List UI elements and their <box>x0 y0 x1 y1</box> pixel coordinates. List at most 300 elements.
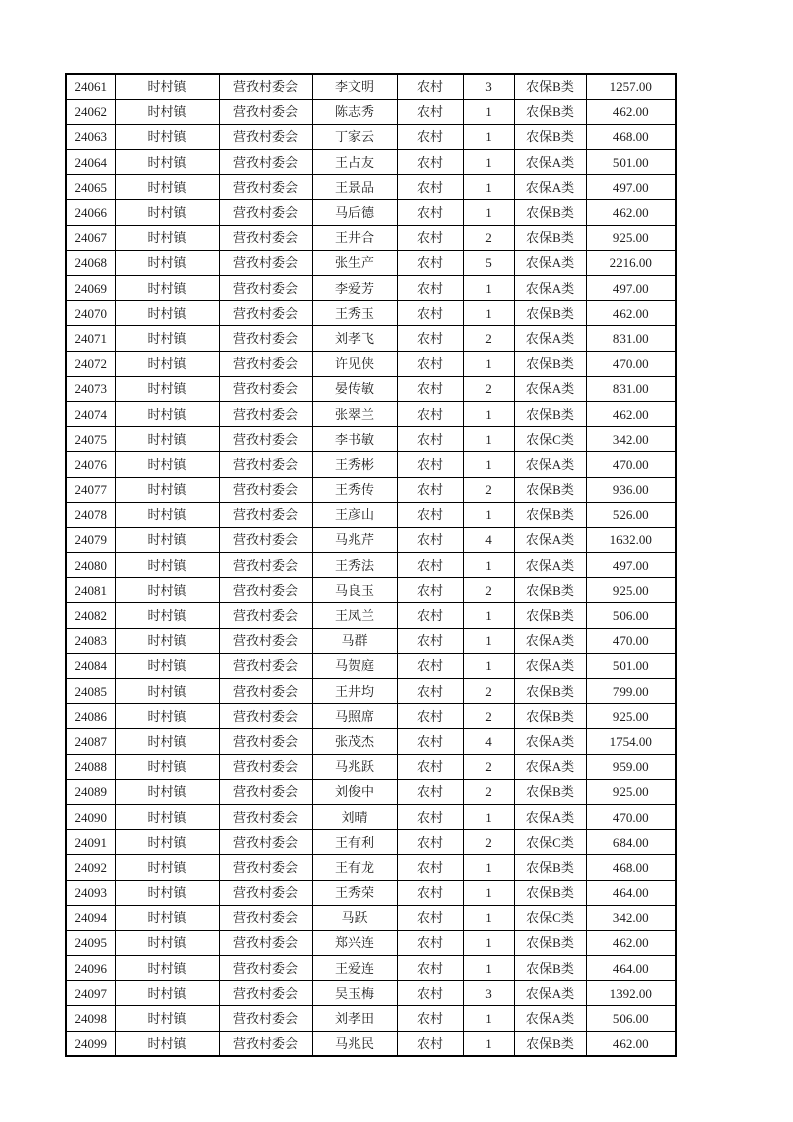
cell-id: 24089 <box>66 779 115 804</box>
cell-village: 营孜村委会 <box>219 1031 312 1056</box>
cell-amount: 462.00 <box>586 99 676 124</box>
cell-category: 农保A类 <box>514 628 586 653</box>
cell-id: 24084 <box>66 653 115 678</box>
cell-category: 农保C类 <box>514 427 586 452</box>
cell-name: 马贺庭 <box>312 653 397 678</box>
cell-village: 营孜村委会 <box>219 427 312 452</box>
cell-id: 24072 <box>66 351 115 376</box>
cell-village: 营孜村委会 <box>219 99 312 124</box>
cell-village: 营孜村委会 <box>219 930 312 955</box>
cell-name: 刘孝飞 <box>312 326 397 351</box>
table-row <box>66 427 676 452</box>
table-row <box>66 74 676 99</box>
cell-residence: 农村 <box>397 603 463 628</box>
cell-category: 农保B类 <box>514 477 586 502</box>
cell-village: 营孜村委会 <box>219 477 312 502</box>
cell-town: 时村镇 <box>115 225 219 250</box>
cell-amount: 497.00 <box>586 553 676 578</box>
table-row <box>66 981 676 1006</box>
cell-count: 1 <box>463 124 514 149</box>
table-row <box>66 452 676 477</box>
cell-residence: 农村 <box>397 628 463 653</box>
cell-category: 农保A类 <box>514 452 586 477</box>
cell-count: 1 <box>463 1006 514 1031</box>
cell-amount: 799.00 <box>586 679 676 704</box>
cell-village: 营孜村委会 <box>219 175 312 200</box>
cell-category: 农保B类 <box>514 74 586 99</box>
cell-name: 王彦山 <box>312 502 397 527</box>
cell-residence: 农村 <box>397 930 463 955</box>
table-row <box>66 830 676 855</box>
cell-count: 3 <box>463 981 514 1006</box>
table-row <box>66 527 676 552</box>
cell-category: 农保B类 <box>514 603 586 628</box>
table-row <box>66 905 676 930</box>
cell-town: 时村镇 <box>115 930 219 955</box>
cell-town: 时村镇 <box>115 150 219 175</box>
cell-village: 营孜村委会 <box>219 351 312 376</box>
cell-town: 时村镇 <box>115 175 219 200</box>
cell-count: 1 <box>463 804 514 829</box>
cell-category: 农保A类 <box>514 804 586 829</box>
cell-village: 营孜村委会 <box>219 830 312 855</box>
cell-residence: 农村 <box>397 653 463 678</box>
cell-count: 2 <box>463 830 514 855</box>
cell-town: 时村镇 <box>115 351 219 376</box>
cell-name: 刘俊中 <box>312 779 397 804</box>
cell-count: 2 <box>463 326 514 351</box>
cell-category: 农保B类 <box>514 351 586 376</box>
cell-town: 时村镇 <box>115 250 219 275</box>
cell-residence: 农村 <box>397 679 463 704</box>
cell-village: 营孜村委会 <box>219 276 312 301</box>
table-row <box>66 175 676 200</box>
cell-category: 农保C类 <box>514 830 586 855</box>
cell-name: 刘晴 <box>312 804 397 829</box>
cell-name: 马照席 <box>312 704 397 729</box>
table-row <box>66 1031 676 1056</box>
cell-category: 农保B类 <box>514 99 586 124</box>
table-row <box>66 150 676 175</box>
cell-count: 1 <box>463 653 514 678</box>
cell-count: 2 <box>463 225 514 250</box>
cell-town: 时村镇 <box>115 754 219 779</box>
table-row <box>66 704 676 729</box>
cell-amount: 925.00 <box>586 578 676 603</box>
cell-id: 24080 <box>66 553 115 578</box>
cell-name: 马跃 <box>312 905 397 930</box>
cell-count: 1 <box>463 628 514 653</box>
cell-amount: 506.00 <box>586 1006 676 1031</box>
cell-village: 营孜村委会 <box>219 804 312 829</box>
cell-residence: 农村 <box>397 250 463 275</box>
cell-amount: 470.00 <box>586 452 676 477</box>
cell-category: 农保A类 <box>514 653 586 678</box>
cell-town: 时村镇 <box>115 200 219 225</box>
cell-residence: 农村 <box>397 527 463 552</box>
cell-residence: 农村 <box>397 553 463 578</box>
cell-town: 时村镇 <box>115 124 219 149</box>
cell-count: 1 <box>463 150 514 175</box>
cell-amount: 462.00 <box>586 301 676 326</box>
cell-amount: 684.00 <box>586 830 676 855</box>
table-row <box>66 124 676 149</box>
cell-category: 农保A类 <box>514 150 586 175</box>
cell-name: 王凤兰 <box>312 603 397 628</box>
cell-id: 24062 <box>66 99 115 124</box>
table-row <box>66 301 676 326</box>
cell-town: 时村镇 <box>115 981 219 1006</box>
cell-residence: 农村 <box>397 99 463 124</box>
cell-id: 24081 <box>66 578 115 603</box>
cell-residence: 农村 <box>397 502 463 527</box>
cell-count: 1 <box>463 880 514 905</box>
cell-category: 农保A类 <box>514 981 586 1006</box>
cell-town: 时村镇 <box>115 376 219 401</box>
cell-id: 24095 <box>66 930 115 955</box>
cell-town: 时村镇 <box>115 855 219 880</box>
cell-amount: 526.00 <box>586 502 676 527</box>
cell-residence: 农村 <box>397 477 463 502</box>
cell-town: 时村镇 <box>115 477 219 502</box>
cell-name: 王秀法 <box>312 553 397 578</box>
cell-id: 24068 <box>66 250 115 275</box>
cell-category: 农保B类 <box>514 401 586 426</box>
cell-village: 营孜村委会 <box>219 729 312 754</box>
cell-id: 24075 <box>66 427 115 452</box>
cell-id: 24092 <box>66 855 115 880</box>
table-row <box>66 930 676 955</box>
cell-id: 24085 <box>66 679 115 704</box>
table-row <box>66 754 676 779</box>
cell-count: 2 <box>463 477 514 502</box>
table-row <box>66 351 676 376</box>
cell-town: 时村镇 <box>115 527 219 552</box>
cell-town: 时村镇 <box>115 653 219 678</box>
cell-village: 营孜村委会 <box>219 150 312 175</box>
cell-residence: 农村 <box>397 729 463 754</box>
cell-village: 营孜村委会 <box>219 74 312 99</box>
cell-residence: 农村 <box>397 981 463 1006</box>
cell-name: 马后德 <box>312 200 397 225</box>
cell-category: 农保B类 <box>514 301 586 326</box>
table-row <box>66 553 676 578</box>
cell-amount: 831.00 <box>586 326 676 351</box>
cell-residence: 农村 <box>397 200 463 225</box>
cell-category: 农保A类 <box>514 376 586 401</box>
cell-village: 营孜村委会 <box>219 452 312 477</box>
cell-amount: 468.00 <box>586 124 676 149</box>
cell-name: 丁家云 <box>312 124 397 149</box>
cell-name: 许见侠 <box>312 351 397 376</box>
cell-village: 营孜村委会 <box>219 250 312 275</box>
cell-category: 农保B类 <box>514 1031 586 1056</box>
cell-id: 24070 <box>66 301 115 326</box>
cell-name: 马良玉 <box>312 578 397 603</box>
table-row <box>66 729 676 754</box>
cell-count: 1 <box>463 175 514 200</box>
cell-name: 陈志秀 <box>312 99 397 124</box>
cell-amount: 462.00 <box>586 200 676 225</box>
cell-name: 王景品 <box>312 175 397 200</box>
cell-id: 24077 <box>66 477 115 502</box>
cell-count: 3 <box>463 74 514 99</box>
cell-count: 1 <box>463 603 514 628</box>
cell-count: 1 <box>463 502 514 527</box>
cell-town: 时村镇 <box>115 880 219 905</box>
cell-category: 农保A类 <box>514 553 586 578</box>
cell-village: 营孜村委会 <box>219 981 312 1006</box>
cell-town: 时村镇 <box>115 502 219 527</box>
cell-residence: 农村 <box>397 351 463 376</box>
cell-town: 时村镇 <box>115 804 219 829</box>
cell-category: 农保B类 <box>514 855 586 880</box>
cell-amount: 468.00 <box>586 855 676 880</box>
cell-name: 王秀荣 <box>312 880 397 905</box>
cell-residence: 农村 <box>397 855 463 880</box>
cell-category: 农保B类 <box>514 880 586 905</box>
cell-count: 2 <box>463 754 514 779</box>
cell-category: 农保A类 <box>514 175 586 200</box>
cell-amount: 470.00 <box>586 351 676 376</box>
cell-town: 时村镇 <box>115 452 219 477</box>
table-row <box>66 502 676 527</box>
cell-village: 营孜村委会 <box>219 200 312 225</box>
cell-count: 4 <box>463 527 514 552</box>
cell-village: 营孜村委会 <box>219 880 312 905</box>
cell-name: 王爱连 <box>312 956 397 981</box>
cell-count: 2 <box>463 376 514 401</box>
table-row <box>66 250 676 275</box>
cell-village: 营孜村委会 <box>219 1006 312 1031</box>
cell-name: 王井合 <box>312 225 397 250</box>
cell-residence: 农村 <box>397 225 463 250</box>
cell-name: 王井均 <box>312 679 397 704</box>
cell-town: 时村镇 <box>115 628 219 653</box>
cell-category: 农保B类 <box>514 679 586 704</box>
cell-category: 农保B类 <box>514 225 586 250</box>
cell-name: 李爱芳 <box>312 276 397 301</box>
cell-count: 1 <box>463 1031 514 1056</box>
cell-amount: 464.00 <box>586 880 676 905</box>
cell-village: 营孜村委会 <box>219 124 312 149</box>
table-row <box>66 200 676 225</box>
cell-town: 时村镇 <box>115 1031 219 1056</box>
cell-residence: 农村 <box>397 1031 463 1056</box>
cell-village: 营孜村委会 <box>219 905 312 930</box>
table-row <box>66 956 676 981</box>
cell-town: 时村镇 <box>115 830 219 855</box>
table-row <box>66 679 676 704</box>
cell-residence: 农村 <box>397 326 463 351</box>
cell-amount: 925.00 <box>586 704 676 729</box>
cell-id: 24074 <box>66 401 115 426</box>
cell-village: 营孜村委会 <box>219 679 312 704</box>
cell-name: 李书敏 <box>312 427 397 452</box>
cell-count: 1 <box>463 276 514 301</box>
cell-town: 时村镇 <box>115 578 219 603</box>
cell-id: 24088 <box>66 754 115 779</box>
cell-village: 营孜村委会 <box>219 956 312 981</box>
pension-table <box>65 73 677 1057</box>
cell-id: 24079 <box>66 527 115 552</box>
table-row <box>66 855 676 880</box>
cell-category: 农保B类 <box>514 200 586 225</box>
cell-amount: 959.00 <box>586 754 676 779</box>
cell-category: 农保B类 <box>514 704 586 729</box>
cell-name: 吴玉梅 <box>312 981 397 1006</box>
cell-residence: 农村 <box>397 905 463 930</box>
pension-table-body <box>66 74 676 1056</box>
cell-name: 张翠兰 <box>312 401 397 426</box>
table-row <box>66 1006 676 1031</box>
cell-name: 马群 <box>312 628 397 653</box>
cell-town: 时村镇 <box>115 905 219 930</box>
cell-count: 1 <box>463 351 514 376</box>
cell-village: 营孜村委会 <box>219 301 312 326</box>
table-row <box>66 628 676 653</box>
cell-id: 24065 <box>66 175 115 200</box>
cell-count: 1 <box>463 905 514 930</box>
cell-count: 2 <box>463 704 514 729</box>
cell-residence: 农村 <box>397 804 463 829</box>
cell-village: 营孜村委会 <box>219 855 312 880</box>
cell-id: 24091 <box>66 830 115 855</box>
cell-village: 营孜村委会 <box>219 578 312 603</box>
cell-amount: 462.00 <box>586 401 676 426</box>
cell-amount: 1632.00 <box>586 527 676 552</box>
cell-count: 2 <box>463 578 514 603</box>
cell-residence: 农村 <box>397 754 463 779</box>
cell-residence: 农村 <box>397 830 463 855</box>
cell-category: 农保B类 <box>514 779 586 804</box>
cell-amount: 470.00 <box>586 804 676 829</box>
cell-town: 时村镇 <box>115 956 219 981</box>
cell-town: 时村镇 <box>115 679 219 704</box>
cell-amount: 464.00 <box>586 956 676 981</box>
cell-village: 营孜村委会 <box>219 704 312 729</box>
cell-id: 24064 <box>66 150 115 175</box>
cell-name: 李文明 <box>312 74 397 99</box>
cell-category: 农保A类 <box>514 326 586 351</box>
cell-town: 时村镇 <box>115 74 219 99</box>
cell-residence: 农村 <box>397 376 463 401</box>
cell-id: 24063 <box>66 124 115 149</box>
cell-id: 24073 <box>66 376 115 401</box>
cell-town: 时村镇 <box>115 326 219 351</box>
cell-amount: 501.00 <box>586 653 676 678</box>
cell-amount: 497.00 <box>586 276 676 301</box>
cell-count: 1 <box>463 553 514 578</box>
table-row <box>66 276 676 301</box>
cell-town: 时村镇 <box>115 301 219 326</box>
cell-town: 时村镇 <box>115 427 219 452</box>
cell-village: 营孜村委会 <box>219 527 312 552</box>
cell-category: 农保A类 <box>514 276 586 301</box>
cell-id: 24086 <box>66 704 115 729</box>
cell-name: 马兆芹 <box>312 527 397 552</box>
cell-count: 1 <box>463 99 514 124</box>
cell-category: 农保B类 <box>514 578 586 603</box>
table-row <box>66 880 676 905</box>
cell-amount: 506.00 <box>586 603 676 628</box>
cell-village: 营孜村委会 <box>219 326 312 351</box>
cell-category: 农保B类 <box>514 124 586 149</box>
cell-town: 时村镇 <box>115 553 219 578</box>
cell-village: 营孜村委会 <box>219 779 312 804</box>
cell-id: 24071 <box>66 326 115 351</box>
cell-amount: 342.00 <box>586 427 676 452</box>
cell-residence: 农村 <box>397 301 463 326</box>
table-row <box>66 804 676 829</box>
cell-category: 农保B类 <box>514 956 586 981</box>
cell-residence: 农村 <box>397 74 463 99</box>
table-row <box>66 779 676 804</box>
cell-category: 农保C类 <box>514 905 586 930</box>
cell-name: 马兆民 <box>312 1031 397 1056</box>
cell-count: 1 <box>463 855 514 880</box>
cell-residence: 农村 <box>397 452 463 477</box>
cell-id: 24094 <box>66 905 115 930</box>
cell-count: 1 <box>463 452 514 477</box>
cell-category: 农保A类 <box>514 250 586 275</box>
cell-category: 农保B类 <box>514 930 586 955</box>
cell-name: 刘孝田 <box>312 1006 397 1031</box>
cell-id: 24099 <box>66 1031 115 1056</box>
cell-amount: 470.00 <box>586 628 676 653</box>
cell-id: 24093 <box>66 880 115 905</box>
cell-id: 24090 <box>66 804 115 829</box>
cell-residence: 农村 <box>397 880 463 905</box>
cell-name: 王占友 <box>312 150 397 175</box>
table-row <box>66 653 676 678</box>
cell-village: 营孜村委会 <box>219 628 312 653</box>
cell-category: 农保B类 <box>514 502 586 527</box>
cell-id: 24078 <box>66 502 115 527</box>
cell-residence: 农村 <box>397 956 463 981</box>
cell-village: 营孜村委会 <box>219 553 312 578</box>
cell-name: 马兆跃 <box>312 754 397 779</box>
cell-residence: 农村 <box>397 578 463 603</box>
cell-name: 晏传敏 <box>312 376 397 401</box>
table-row <box>66 401 676 426</box>
cell-id: 24061 <box>66 74 115 99</box>
cell-category: 农保A类 <box>514 729 586 754</box>
cell-name: 王秀传 <box>312 477 397 502</box>
cell-amount: 1257.00 <box>586 74 676 99</box>
cell-count: 1 <box>463 401 514 426</box>
cell-residence: 农村 <box>397 779 463 804</box>
cell-village: 营孜村委会 <box>219 401 312 426</box>
cell-name: 郑兴连 <box>312 930 397 955</box>
cell-amount: 1392.00 <box>586 981 676 1006</box>
cell-town: 时村镇 <box>115 779 219 804</box>
table-row <box>66 225 676 250</box>
cell-name: 张生产 <box>312 250 397 275</box>
cell-count: 4 <box>463 729 514 754</box>
cell-count: 1 <box>463 200 514 225</box>
cell-amount: 342.00 <box>586 905 676 930</box>
cell-id: 24087 <box>66 729 115 754</box>
cell-town: 时村镇 <box>115 704 219 729</box>
cell-count: 1 <box>463 301 514 326</box>
cell-amount: 936.00 <box>586 477 676 502</box>
cell-count: 5 <box>463 250 514 275</box>
cell-id: 24097 <box>66 981 115 1006</box>
cell-amount: 1754.00 <box>586 729 676 754</box>
cell-residence: 农村 <box>397 175 463 200</box>
cell-amount: 2216.00 <box>586 250 676 275</box>
